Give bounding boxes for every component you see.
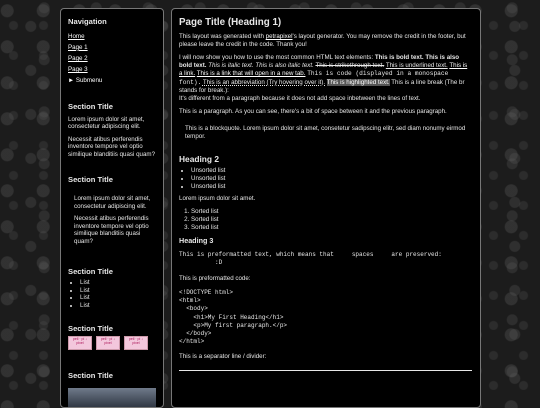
separator-line: [179, 370, 472, 371]
submenu-toggle[interactable]: ► Submenu: [68, 77, 103, 85]
list-item: 2. Sorted list: [191, 216, 472, 224]
list-item: 3. Sorted list: [191, 224, 472, 232]
sidebar-list: [68, 279, 158, 309]
link-button-tile[interactable]: pell · pi ↓ pixel: [96, 336, 120, 350]
list-item: • List: [80, 302, 158, 310]
page-title: Page Title (Heading 1): [179, 17, 282, 28]
navigation-heading: Navigation: [68, 17, 107, 26]
section-1-text-2: Necessit atibus perferendis inventore tempore vel optio similique blanditiis quasi quam?: [68, 135, 156, 158]
preformatted-code-intro: This is preformatted code:: [179, 274, 251, 282]
credit-link[interactable]: petrapixel: [265, 33, 293, 41]
heading-2: Heading 2: [179, 154, 220, 165]
bold-text: This is bold text.: [374, 54, 424, 62]
list-item: • Unsorted list: [191, 183, 472, 191]
new-tab-link[interactable]: This is a link that will open in a new tab.: [196, 70, 306, 78]
italic-text-2: This is also italic text.: [255, 62, 314, 70]
section-2-blockquote: [68, 195, 158, 246]
list-item: • List: [80, 294, 158, 302]
sidebar: [60, 8, 164, 408]
nav-page-1-link[interactable]: Page 1: [68, 43, 88, 51]
section-2-text-2: Necessit atibus perferendis inventore tempore vel optio similique blanditiis quasi quam?: [74, 215, 149, 246]
elements-paragraph: [179, 54, 472, 103]
example-link[interactable]: This is a link.: [179, 62, 468, 78]
heading-3: Heading 3: [179, 235, 214, 245]
preformatted-text: This is preformatted text, which means that spaces are preserved: :D: [179, 250, 442, 267]
main-content: [171, 8, 481, 408]
separator-intro: This is a separator line / divider:: [179, 352, 267, 360]
nav-page-3-link[interactable]: Page 3: [68, 66, 88, 74]
intro-text-2: 's layout generator. You may remove the credit in the footer, but please leave the credit in the code. Thank you!: [179, 33, 466, 49]
section-title-4: Section Title: [68, 323, 114, 333]
link-button-tile[interactable]: pell · pi ↓ pixel: [124, 336, 148, 350]
link-button-tile[interactable]: pell · pi ↓ pixel: [68, 336, 92, 350]
section-title-3: Section Title: [68, 266, 114, 276]
list-item: • Unsorted list: [191, 167, 472, 175]
preformatted-code: <!DOCTYPE html> <html> <body> <h1>My First Heading</h1> <p>My first paragraph.</p> </body> </html>: [179, 288, 288, 346]
list-item: • List: [80, 287, 158, 295]
highlighted-text: This is highlighted text.: [326, 78, 390, 86]
section-title-1: Section Title: [68, 101, 114, 111]
code-text: This is code (displayed in a monospace font).: [179, 70, 449, 86]
intro-paragraph: [179, 33, 472, 49]
list-item: • List: [80, 279, 158, 287]
nav-page-2-link[interactable]: Page 2: [68, 54, 88, 62]
list-item: • Unsorted list: [191, 175, 472, 183]
section-title-2: Section Title: [68, 174, 114, 184]
paragraph-example: This is a paragraph. As you can see, there's a bit of space between it and the previous paragraph.: [179, 107, 447, 115]
elements-intro: I will now show you how to use the most common HTML text elements:: [179, 54, 374, 62]
line-break-text: This is a line break (The br stands for break.):: [179, 78, 465, 94]
bold-text-2: This is also bold text.: [179, 54, 460, 70]
italic-text: This is italic text.: [208, 62, 254, 70]
line-break-text-2: It's different from a paragraph because it does not add space inbetween the lines of text.: [179, 94, 421, 102]
intro-text: This layout was generated with: [179, 33, 266, 41]
underlined-text: This is underlined text.: [385, 62, 448, 70]
section-2-text-1: Lorem ipsum dolor sit amet, consectetur adipiscing elit.: [74, 195, 151, 210]
blockquote: This is a blockquote. Lorem ipsum dolor sit amet, consetetur sadipscing elitr, sed diam nonumy eirmod tempor.: [185, 124, 466, 141]
navigation-menu: [68, 33, 158, 85]
strikethrough-text: This is strikethrough text.: [315, 62, 385, 70]
sorted-list: [179, 208, 472, 232]
abbreviation[interactable]: This is an abbreviation (Try hovering over it).: [202, 78, 326, 86]
unsorted-list: [179, 167, 472, 191]
section-title-5: Section Title: [68, 371, 114, 381]
button-tiles: [68, 336, 158, 350]
lorem-paragraph: Lorem ipsum dolor sit amet.: [179, 194, 256, 202]
section-1-text-1: Lorem ipsum dolor sit amet, consectetur adipiscing elit.: [68, 115, 145, 131]
nav-home-link[interactable]: Home: [68, 32, 85, 40]
list-item: 1. Sorted list: [191, 208, 472, 216]
